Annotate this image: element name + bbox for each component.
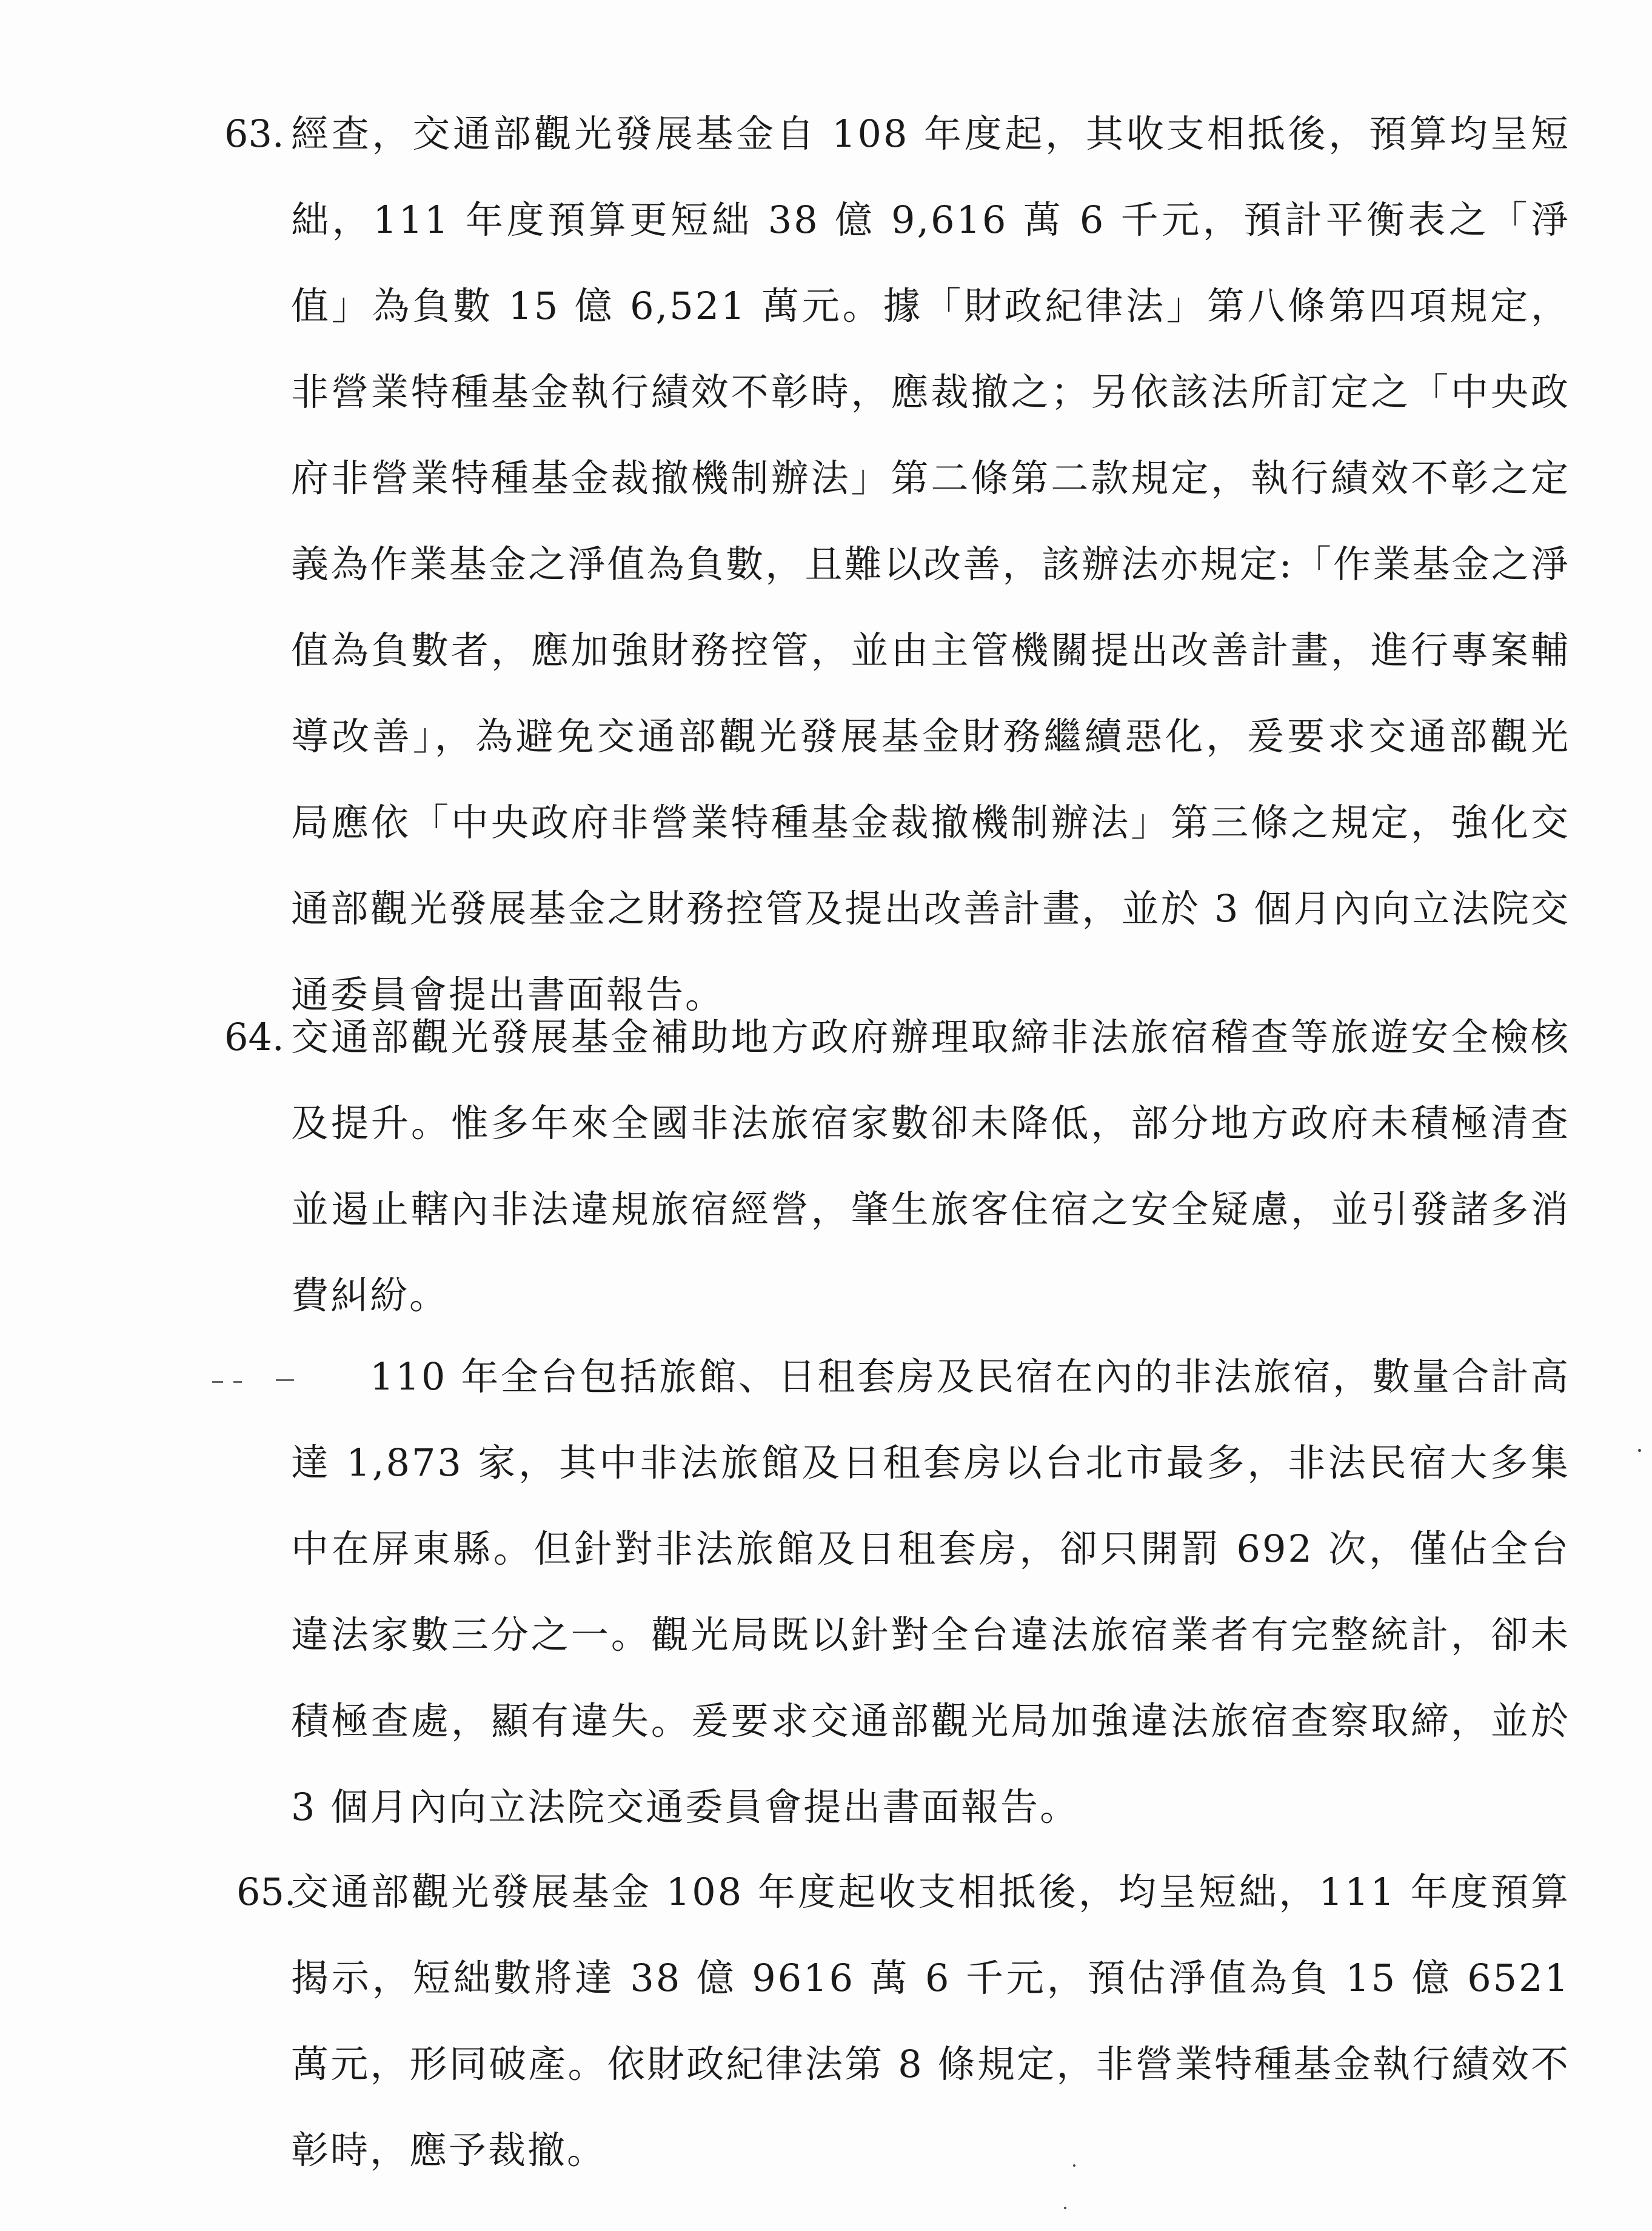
scan-dot-mark	[1638, 1449, 1641, 1452]
scan-dash-mark	[212, 1381, 223, 1383]
scan-dot-mark	[1064, 2207, 1066, 2209]
scan-dash-mark	[233, 1381, 242, 1383]
item-64-paragraph-2: 110 年全台包括旅館、日租套房及民宿在內的非法旅宿，數量合計高達 1,873 家，其中非法旅館及日租套房以台北市最多，非法民宿大多集中在屏東縣。但針對非法旅館及日租套房，卻只開罰 692 次，僅佔全台違法家數三分之一。觀光局既以針對全台違法旅宿業者有完整統計，卻未積極查處，顯有違失。爰要求交通部觀光局加強違法旅宿查察取締，並於 3 個月內向立法院交通委員會提出書面報告。	[291, 1354, 1570, 1829]
item-number-64: 64.	[224, 1015, 284, 1059]
scan-dot-mark	[1073, 2164, 1075, 2167]
item-65-text: 交通部觀光發展基金 108 年度起收支相抵後，均呈短絀，111 年度預算揭示，短絀數將達 38 億 9616 萬 6 千元，預估淨值為負 15 億 6521 萬元，形同破產。依財政紀律法第 8 條規定，非營業特種基金執行績效不彰時，應予裁撤。	[291, 1870, 1570, 2172]
scan-dash-mark	[276, 1379, 294, 1381]
item-number-63: 63.	[224, 112, 284, 156]
item-number-65: 65.	[236, 1870, 296, 1914]
item-63-text: 經查，交通部觀光發展基金自 108 年度起，其收支相抵後，預算均呈短絀，111 年度預算更短絀 38 億 9,616 萬 6 千元，預計平衡表之「淨值」為負數 15 億 6,521 萬元。據「財政紀律法」第八條第四項規定，非營業特種基金執行績效不彰時，應裁撤之；另依該法所訂定之「中央政府非營業特種基金裁撤機制辦法」第二條第二款規定，執行績效不彰之定義為作業基金之淨值為負數，且難以改善，該辦法亦規定:「作業基金之淨值為負數者，應加強財務控管，並由主管機關提出改善計畫，進行專案輔導改善」，為避免交通部觀光發展基金財務繼續惡化，爰要求交通部觀光局應依「中央政府非營業特種基金裁撤機制辦法」第三條之規定，強化交通部觀光發展基金之財務控管及提出改善計畫，並於 3 個月內向立法院交通委員會提出書面報告。	[291, 112, 1570, 1017]
item-64-text: 交通部觀光發展基金補助地方政府辦理取締非法旅宿稽查等旅遊安全檢核及提升。惟多年來全國非法旅宿家數卻未降低，部分地方政府未積極清查並遏止轄內非法違規旅宿經營，肇生旅客住宿之安全疑慮，並引發諸多消費糾紛。	[291, 1015, 1570, 1317]
